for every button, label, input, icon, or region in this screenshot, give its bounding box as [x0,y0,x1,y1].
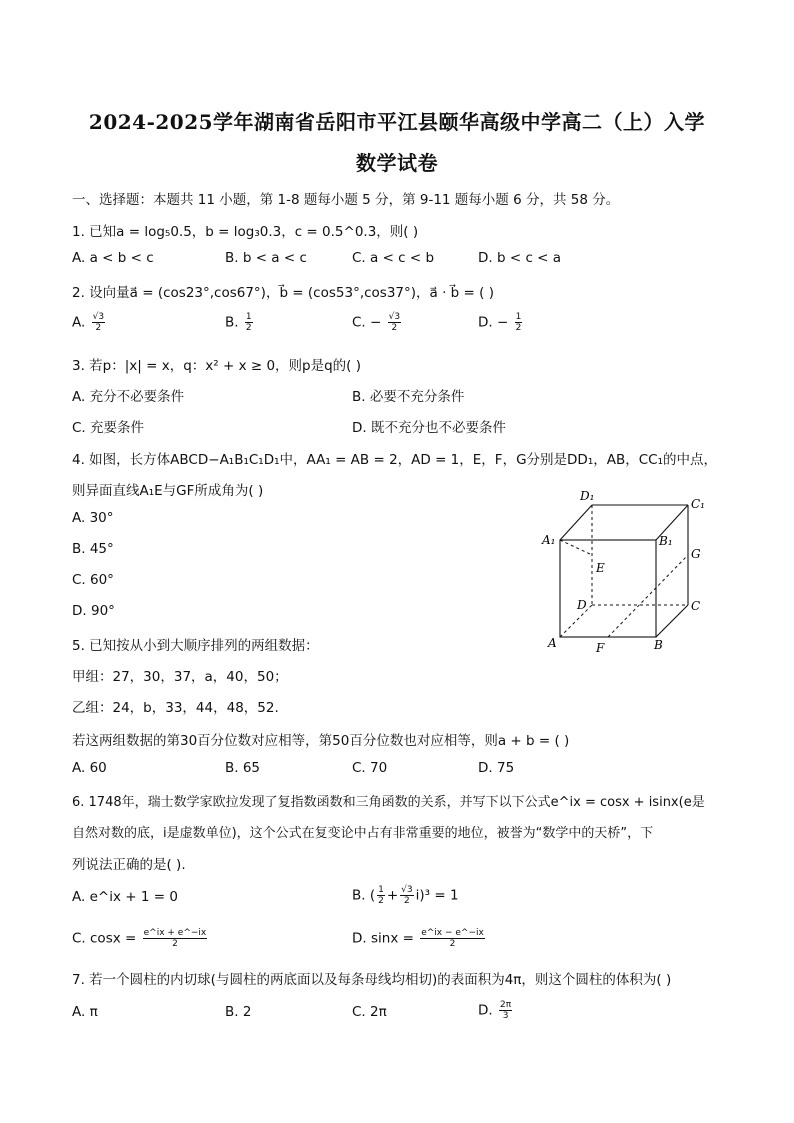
q7-option-c: C. 2π [352,1004,387,1020]
label-c: C [691,599,701,613]
edge-bc [656,605,688,637]
label-b1: B₁ [659,534,673,548]
q2-option-b: B. $\frac{1}{2}$ [225,312,252,333]
label-g: G [691,547,701,561]
q5-condition: 若这两组数据的第30百分位数对应相等，第50百分位数也对应相等，则a + b = ( ) [72,733,570,749]
question-5-stem: 5. 已知按从小到大顺序排列的两组数据： [72,638,319,654]
q5-option-d: D. 75 [478,760,515,776]
label-d1: D₁ [580,489,595,503]
question-1-stem: 1. 已知a = log₅0.5，b = log₃0.3，c = 0.5^0.3，则( ) [72,224,419,240]
label-b: B [654,638,663,652]
label-c1: C₁ [691,497,705,511]
q1-option-b: B. b < a < c [225,250,307,266]
q2-option-a: A. $\frac{√3}{2}$ [72,312,105,333]
question-4-stem-line1: 4. 如图，长方体ABCD−A₁B₁C₁D₁中，AA₁ = AB = 2，AD = 1，E，F，G分别是DD₁，AB，CC₁的中点， [72,452,717,468]
cuboid-figure [540,488,720,658]
q3-option-a: A. 充分不必要条件 [72,389,185,405]
question-2-stem: 2. 设向量a⃗ = (cos23°,cos67°)，b⃗ = (cos53°,cos37°)，a⃗ · b⃗ = ( ) [72,285,494,301]
q2-option-c: C. − $\frac{√3}{2}$ [352,312,401,333]
label-f: F [596,641,605,655]
edge-a1d1 [560,505,592,540]
segment-gf [608,555,688,637]
question-6-stem-line2: 自然对数的底，i是虚数单位)，这个公式在复变论中占有非常重要的地位，被誉为“数学中的天桥”，下 [72,826,654,841]
q6-option-a: A. e^ix + 1 = 0 [72,889,178,905]
q3-option-d: D. 既不充分也不必要条件 [352,420,506,436]
question-6-stem-line3: 列说法正确的是( ). [72,857,186,873]
q1-option-a: A. a < b < c [72,250,154,266]
q6-option-d: D. sinx = $\frac{e\^{}ix - e\^{}-ix}{2}$ [352,928,484,949]
label-a1: A₁ [542,533,556,547]
q5-option-b: B. 65 [225,760,261,776]
q2-option-d: D. − $\frac{1}{2}$ [478,312,522,333]
q4-option-b: B. 45° [72,541,114,557]
cuboid-diagram [540,488,720,658]
q6-option-b: B. ( $\frac{1}{2}$ + $\frac{√3}{2}$ i)³ = 1 [352,885,459,906]
q7-option-d: D. $\frac{2\pi}{3}$ [478,1000,512,1021]
q3-option-c: C. 充要条件 [72,420,145,436]
q4-option-d: D. 90° [72,603,115,619]
q5-group-b: 乙组：24，b，33，44，48，52. [72,700,279,716]
q5-option-a: A. 60 [72,760,107,776]
q5-option-c: C. 70 [352,760,388,776]
label-e: E [596,561,605,575]
exam-subject-title: 数学试卷 [356,151,438,175]
segment-a1e [560,540,592,555]
exam-title: 2024-2025学年湖南省岳阳市平江县颐华高级中学高二（上）入学 [88,110,706,134]
q4-option-a: A. 30° [72,510,114,526]
q1-option-c: C. a < c < b [352,250,435,266]
q4-option-c: C. 60° [72,572,114,588]
edge-ad [560,605,592,637]
q5-group-a: 甲组：27，30，37，a，40，50； [72,669,288,685]
label-a: A [548,636,557,650]
label-d: D [577,598,587,612]
question-4-stem-line2: 则异面直线A₁E与GF所成角为( ) [72,483,264,499]
question-3-stem: 3. 若p：|x| = x，q：x² + x ≥ 0，则p是q的( ) [72,358,362,374]
q1-option-d: D. b < c < a [478,250,562,266]
q7-option-a: A. π [72,1004,98,1020]
question-7-stem: 7. 若一个圆柱的内切球(与圆柱的两底面以及每条母线均相切)的表面积为4π，则这个圆柱的体积为( ) [72,972,672,988]
q3-option-b: B. 必要不充分条件 [352,389,465,405]
q7-option-b: B. 2 [225,1004,252,1020]
question-6-stem-line1: 6. 1748年，瑞士数学家欧拉发现了复指数函数和三角函数的关系，并写下以下公式e^ix = cosx + isinx(e是 [72,795,705,810]
section-heading: 一、选择题：本题共 11 小题，第 1-8 题每小题 5 分，第 9-11 题每小题 6 分，共 58 分。 [72,192,620,208]
q6-option-c: C. cosx = $\frac{e\^{}ix + e\^{}-ix}{2}$ [72,928,207,949]
